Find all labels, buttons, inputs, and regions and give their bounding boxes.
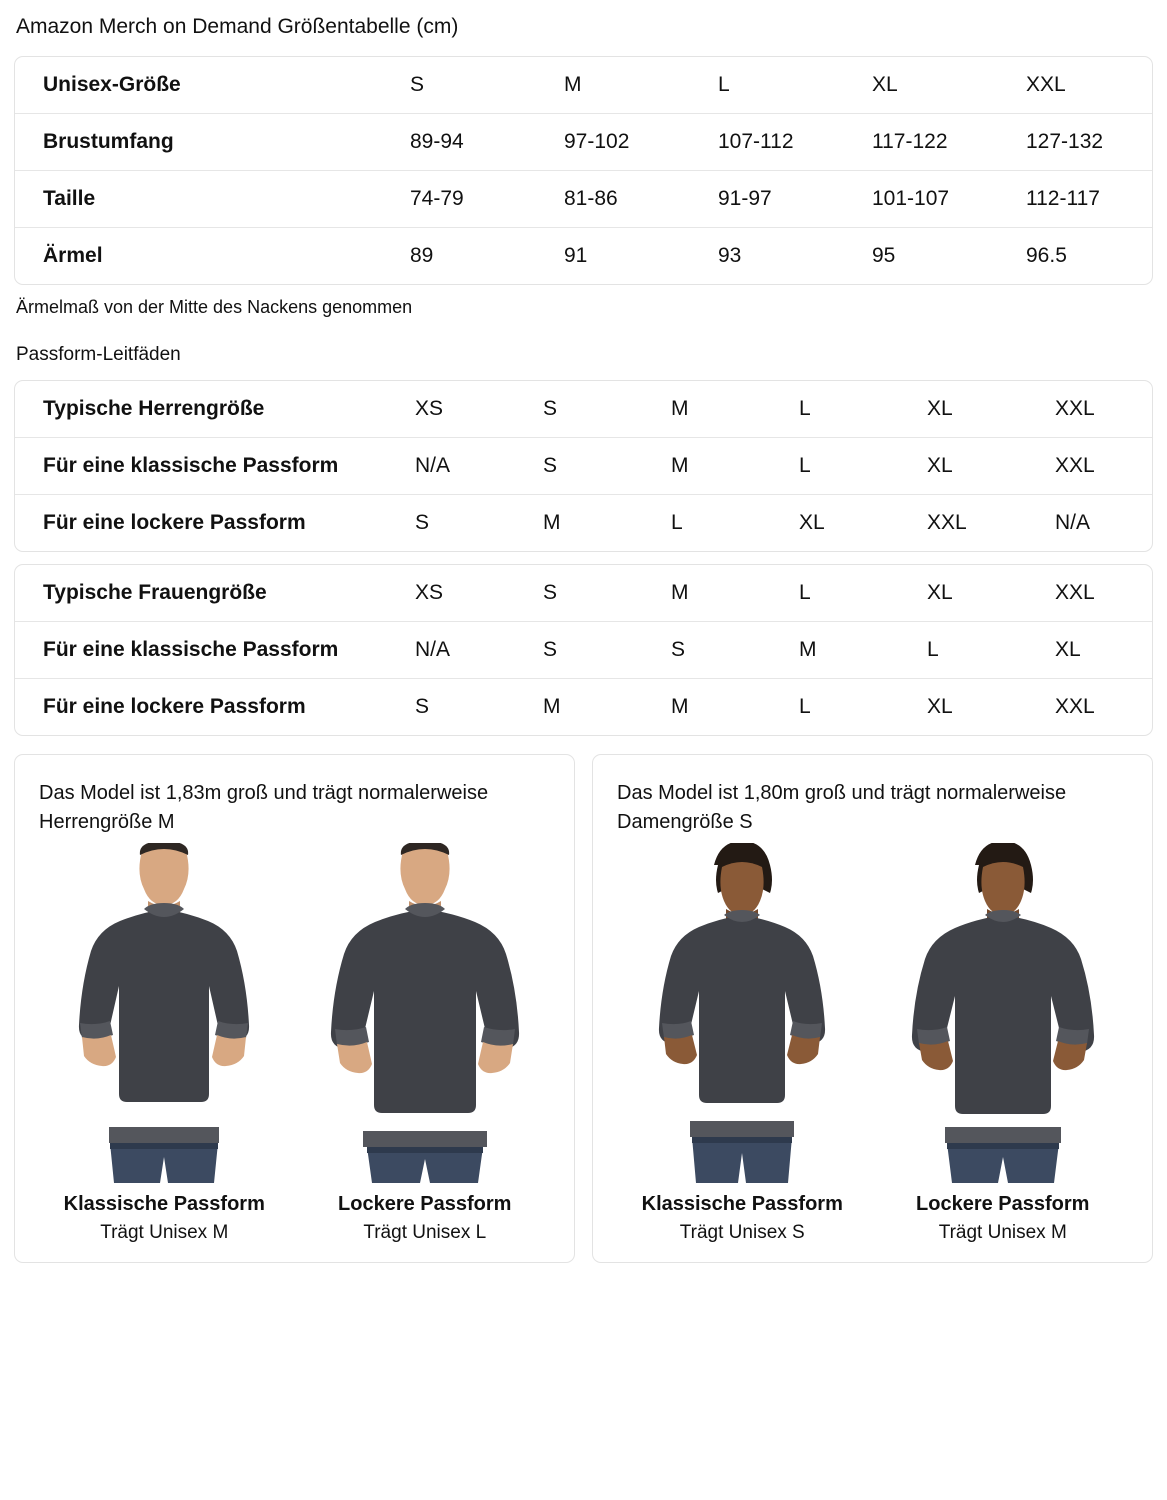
cell: L bbox=[671, 495, 799, 552]
cell: S bbox=[543, 581, 558, 604]
cell: M bbox=[671, 581, 689, 604]
cell: 89 bbox=[410, 228, 564, 285]
cell: L bbox=[799, 679, 927, 736]
row-label: Brustumfang bbox=[15, 114, 410, 171]
cell: 81-86 bbox=[564, 171, 718, 228]
row-label: Unisex-Größe bbox=[43, 73, 181, 96]
male-model-loose-illustration bbox=[305, 843, 545, 1183]
male-model-classic-illustration bbox=[44, 843, 284, 1183]
figure-subtitle: Trägt Unisex M bbox=[938, 1222, 1067, 1243]
table-row bbox=[15, 622, 1153, 679]
womens-fit-table-card bbox=[14, 564, 1153, 736]
size-table bbox=[15, 57, 1153, 284]
page-title: Amazon Merch on Demand Größentabelle (cm) bbox=[16, 15, 459, 38]
cell: M bbox=[671, 397, 689, 420]
figure-classic-fit-female bbox=[617, 843, 868, 1244]
row-label: Typische Frauengröße bbox=[43, 581, 267, 604]
cell: S bbox=[543, 438, 671, 495]
cell: XL bbox=[799, 495, 927, 552]
cell: S bbox=[415, 495, 543, 552]
table-row bbox=[15, 495, 1153, 552]
table-row bbox=[15, 228, 1153, 285]
row-label: Typische Herrengröße bbox=[43, 397, 265, 420]
womens-model-card bbox=[592, 754, 1153, 1263]
mens-model-card bbox=[14, 754, 575, 1263]
mens-fit-table bbox=[15, 381, 1153, 551]
cell: M bbox=[799, 622, 927, 679]
table-row bbox=[15, 171, 1153, 228]
cell: 127-132 bbox=[1026, 114, 1153, 171]
model-caption: Das Model ist 1,80m groß und trägt normalerweise Damengröße S bbox=[617, 782, 1067, 833]
female-model-classic-illustration bbox=[622, 843, 862, 1183]
cell: N/A bbox=[415, 622, 543, 679]
model-caption: Das Model ist 1,83m groß und trägt normalerweise Herrengröße M bbox=[39, 782, 489, 833]
cell: L bbox=[799, 581, 811, 604]
cell: XL bbox=[1055, 622, 1153, 679]
figure-loose-fit-male bbox=[300, 843, 551, 1244]
figure-title: Lockere Passform bbox=[916, 1193, 1090, 1215]
cell: N/A bbox=[1055, 495, 1153, 552]
cell: 96.5 bbox=[1026, 228, 1153, 285]
cell: XXL bbox=[1055, 581, 1095, 604]
figure-title: Lockere Passform bbox=[338, 1193, 512, 1215]
figure-subtitle: Trägt Unisex L bbox=[363, 1222, 487, 1243]
cell: 91-97 bbox=[718, 171, 872, 228]
cell: 117-122 bbox=[872, 114, 1026, 171]
table-row bbox=[15, 679, 1153, 736]
fit-guides-label: Passform-Leitfäden bbox=[16, 344, 181, 365]
figure-subtitle: Trägt Unisex S bbox=[679, 1222, 805, 1243]
cell: L bbox=[927, 622, 1055, 679]
cell: XS bbox=[415, 581, 444, 604]
table-row bbox=[15, 57, 1153, 114]
cell: XS bbox=[415, 397, 444, 420]
figure-classic-fit-male bbox=[39, 843, 290, 1244]
cell: 74-79 bbox=[410, 171, 564, 228]
cell: N/A bbox=[415, 438, 543, 495]
cell: XL bbox=[927, 679, 1055, 736]
figure-title: Klassische Passform bbox=[641, 1193, 843, 1215]
table-row bbox=[15, 565, 1153, 622]
figure-title: Klassische Passform bbox=[63, 1193, 265, 1215]
row-label: Für eine lockere Passform bbox=[15, 679, 415, 736]
cell: XXL bbox=[1055, 397, 1095, 420]
cell: XL bbox=[927, 581, 953, 604]
cell: XL bbox=[927, 438, 1055, 495]
table-row bbox=[15, 438, 1153, 495]
cell: XXL bbox=[1055, 438, 1153, 495]
cell: L bbox=[718, 73, 730, 96]
cell: 91 bbox=[564, 228, 718, 285]
cell: M bbox=[543, 495, 671, 552]
table-row bbox=[15, 381, 1153, 438]
cell: M bbox=[564, 73, 582, 96]
female-model-loose-illustration bbox=[883, 843, 1123, 1183]
row-label: Für eine lockere Passform bbox=[15, 495, 415, 552]
figures bbox=[39, 843, 550, 1244]
cell: S bbox=[415, 679, 543, 736]
cell: M bbox=[671, 679, 799, 736]
cell: S bbox=[410, 73, 425, 96]
cell: 107-112 bbox=[718, 114, 872, 171]
cell: M bbox=[543, 679, 671, 736]
cell: 97-102 bbox=[564, 114, 718, 171]
cell: S bbox=[543, 622, 671, 679]
row-label: Ärmel bbox=[15, 228, 410, 285]
cell: 95 bbox=[872, 228, 1026, 285]
figures bbox=[617, 843, 1128, 1244]
cell: XL bbox=[927, 397, 953, 420]
cell: 112-117 bbox=[1026, 171, 1153, 228]
sleeve-measurement-note: Ärmelmaß von der Mitte des Nackens genommen bbox=[16, 297, 413, 317]
row-label: Taille bbox=[15, 171, 410, 228]
cell: L bbox=[799, 397, 811, 420]
row-label: Für eine klassische Passform bbox=[15, 622, 415, 679]
cell: 93 bbox=[718, 228, 872, 285]
size-table-card bbox=[14, 56, 1153, 285]
figure-loose-fit-female bbox=[878, 843, 1129, 1244]
cell: 101-107 bbox=[872, 171, 1026, 228]
figure-subtitle: Trägt Unisex M bbox=[100, 1222, 229, 1243]
mens-fit-table-card bbox=[14, 380, 1153, 552]
cell: L bbox=[799, 438, 927, 495]
table-row bbox=[15, 114, 1153, 171]
cell: S bbox=[671, 622, 799, 679]
model-cards-row bbox=[14, 754, 1153, 1263]
cell: XXL bbox=[1055, 679, 1153, 736]
cell: XL bbox=[872, 73, 898, 96]
cell: M bbox=[671, 438, 799, 495]
cell: XXL bbox=[927, 495, 1055, 552]
womens-fit-table bbox=[15, 565, 1153, 735]
cell: XXL bbox=[1026, 73, 1066, 96]
row-label: Für eine klassische Passform bbox=[15, 438, 415, 495]
cell: S bbox=[543, 397, 558, 420]
cell: 89-94 bbox=[410, 114, 564, 171]
